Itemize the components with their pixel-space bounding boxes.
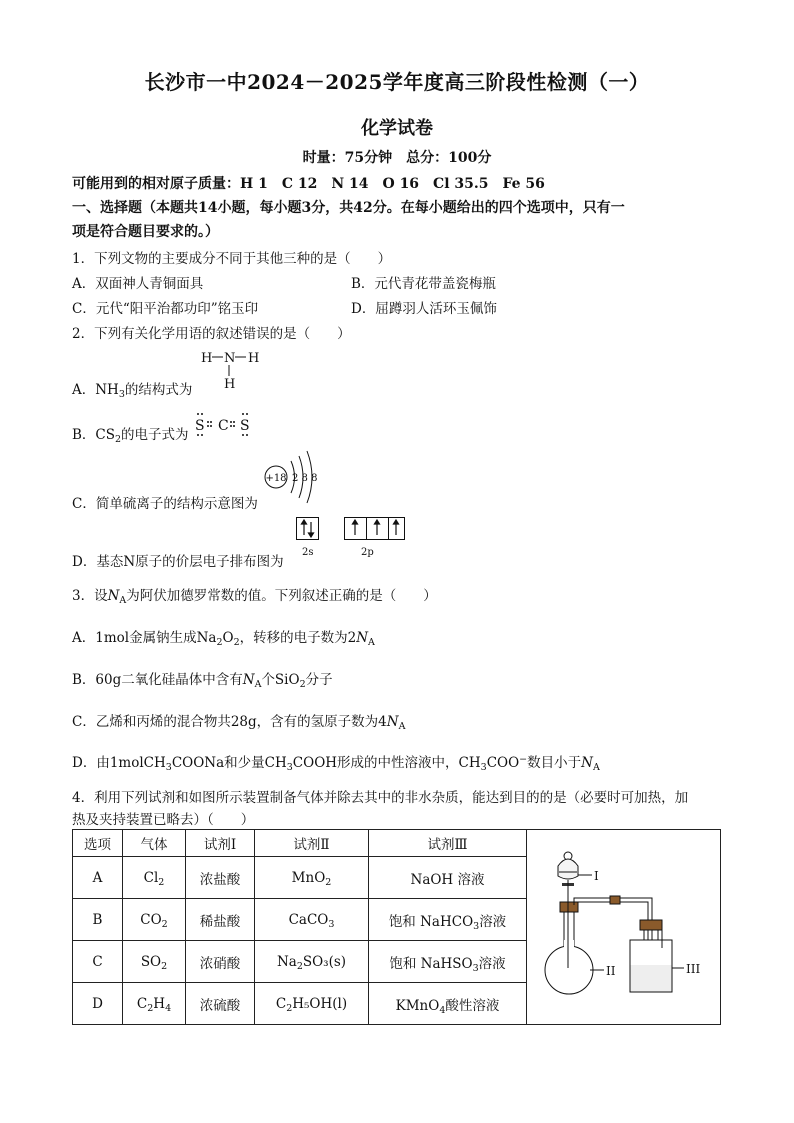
cell-reagent-3: NaOH 溶液 bbox=[369, 857, 527, 899]
svg-text:H: H bbox=[248, 351, 260, 366]
cell-reagent-3: 饱和 NaHSO$_3$溶液 bbox=[369, 941, 527, 983]
exam-title: 长沙市一中2024－2025学年度高三阶段性检测（一） bbox=[144, 70, 650, 94]
q3-stem: 3．设$N_A$为阿伏加德罗常数的值。下列叙述正确的是（ ） bbox=[72, 588, 437, 606]
nh3-structural-formula bbox=[198, 346, 264, 392]
q3-option-a: A．1mol金属钠生成$Na_2O_2$，转移的电子数为$2N_A$ bbox=[72, 630, 375, 648]
col-header-option: 选项 bbox=[73, 830, 123, 857]
atomic-masses: 可能用到的相对原子质量：H 1 C 12 N 14 O 16 Cl 35.5 Fe 56 bbox=[72, 176, 545, 192]
exam-time-info: 时量：75分钟 总分：100分 bbox=[302, 150, 492, 166]
cell-gas: $Cl_2$ bbox=[123, 857, 186, 899]
sulfide-ion-diagram bbox=[262, 446, 326, 506]
q1-option-d: D．屈蹲羽人活环玉佩饰 bbox=[351, 301, 497, 317]
q1-option-b: B．元代青花带盖瓷梅瓶 bbox=[351, 276, 496, 292]
exam-subject: 化学试卷 bbox=[361, 118, 433, 139]
q1-option-c: C．元代“阳平治都功印”铭玉印 bbox=[72, 301, 259, 317]
cs2-electron-formula bbox=[193, 410, 255, 438]
cell-option: B bbox=[73, 899, 123, 941]
cell-reagent-1: 浓硫酸 bbox=[186, 983, 255, 1025]
cell-option: A bbox=[73, 857, 123, 899]
svg-text:H: H bbox=[201, 351, 213, 366]
q2-option-a: A．$NH_3$的结构式为 bbox=[72, 382, 193, 400]
q3-option-c: C．乙烯和丙烯的混合物共28g，含有的氢原子数为$4N_A$ bbox=[72, 714, 406, 732]
cell-reagent-2: $C_2H_5OH(l)$ bbox=[255, 983, 369, 1025]
svg-text:S: S bbox=[195, 418, 205, 434]
q3-option-d: D．由1molCH$_3$COONa和少量$CH_3COOH$形成的中性溶液中，$CH_3COO^-$数目小于$N_A$ bbox=[72, 754, 600, 773]
cell-reagent-3: 饱和 NaHCO$_3$溶液 bbox=[369, 899, 527, 941]
svg-text:2p: 2p bbox=[361, 547, 374, 558]
nitrogen-orbital-diagram bbox=[294, 515, 406, 561]
q2-option-d: D．基态N原子的价层电子排布图为 bbox=[72, 554, 284, 570]
table-row bbox=[73, 857, 527, 899]
q2-stem: 2．下列有关化学用语的叙述错误的是（ ） bbox=[72, 326, 351, 342]
col-header-reagent-1: 试剂Ⅰ bbox=[186, 830, 255, 857]
cell-reagent-2: MnO$_2$ bbox=[255, 857, 369, 899]
svg-text:+18: +18 bbox=[265, 473, 287, 484]
svg-text:2 8 8: 2 8 8 bbox=[292, 473, 318, 484]
svg-text:III: III bbox=[686, 962, 701, 976]
cell-gas: $C_2H_4$ bbox=[123, 983, 186, 1025]
cell-reagent-1: 稀盐酸 bbox=[186, 899, 255, 941]
cell-reagent-1: 浓硝酸 bbox=[186, 941, 255, 983]
q1-stem: 1．下列文物的主要成分不同于其他三种的是（ ） bbox=[72, 251, 392, 267]
cell-reagent-2: $Na_2SO_3(s)$ bbox=[255, 941, 369, 983]
col-header-reagent-2: 试剂Ⅱ bbox=[255, 830, 369, 857]
cell-reagent-2: CaCO$_3$ bbox=[255, 899, 369, 941]
table-row bbox=[73, 983, 527, 1025]
svg-text:H: H bbox=[224, 377, 236, 392]
col-header-gas: 气体 bbox=[123, 830, 186, 857]
svg-text:C: C bbox=[218, 418, 229, 434]
q1-option-a: A．双面神人青铜面具 bbox=[72, 276, 204, 292]
svg-text:II: II bbox=[606, 964, 616, 978]
q2-option-c: C．简单硫离子的结构示意图为 bbox=[72, 496, 258, 512]
section1-instruction-line1: 一、选择题（本题共14小题，每小题3分，共42分。在每小题给出的四个选项中，只有一 bbox=[72, 200, 625, 216]
table-header-row bbox=[73, 830, 527, 857]
q4-stem-line1: 4．利用下列试剂和如图所示装置制备气体并除去其中的非水杂质，能达到目的的是（必要时可加热，加 bbox=[72, 790, 689, 806]
table-row bbox=[73, 899, 527, 941]
col-header-reagent-3: 试剂Ⅲ bbox=[369, 830, 527, 857]
q3-option-b: B．60g二氧化硅晶体中含有$N_A$个SiO$_2$分子 bbox=[72, 672, 333, 690]
q4-reagent-table bbox=[72, 829, 527, 1025]
section1-instruction-line2: 项是符合题目要求的。） bbox=[72, 224, 219, 240]
gas-apparatus-figure bbox=[524, 829, 721, 1025]
apparatus-drawing bbox=[524, 830, 720, 1024]
q2-option-b: B．$CS_2$的电子式为 bbox=[72, 427, 189, 445]
svg-text:N: N bbox=[224, 351, 236, 366]
table-row bbox=[73, 941, 527, 983]
svg-text:I: I bbox=[594, 869, 599, 883]
cell-reagent-3: KMnO$_4$酸性溶液 bbox=[369, 983, 527, 1025]
cell-option: C bbox=[73, 941, 123, 983]
q4-stem-line2: 热及夹持装置已略去）（ ） bbox=[72, 812, 255, 828]
cell-reagent-1: 浓盐酸 bbox=[186, 857, 255, 899]
cell-gas: $CO_2$ bbox=[123, 899, 186, 941]
svg-text:S: S bbox=[240, 418, 250, 434]
svg-text:2s: 2s bbox=[302, 547, 314, 558]
cell-gas: $SO_2$ bbox=[123, 941, 186, 983]
cell-option: D bbox=[73, 983, 123, 1025]
